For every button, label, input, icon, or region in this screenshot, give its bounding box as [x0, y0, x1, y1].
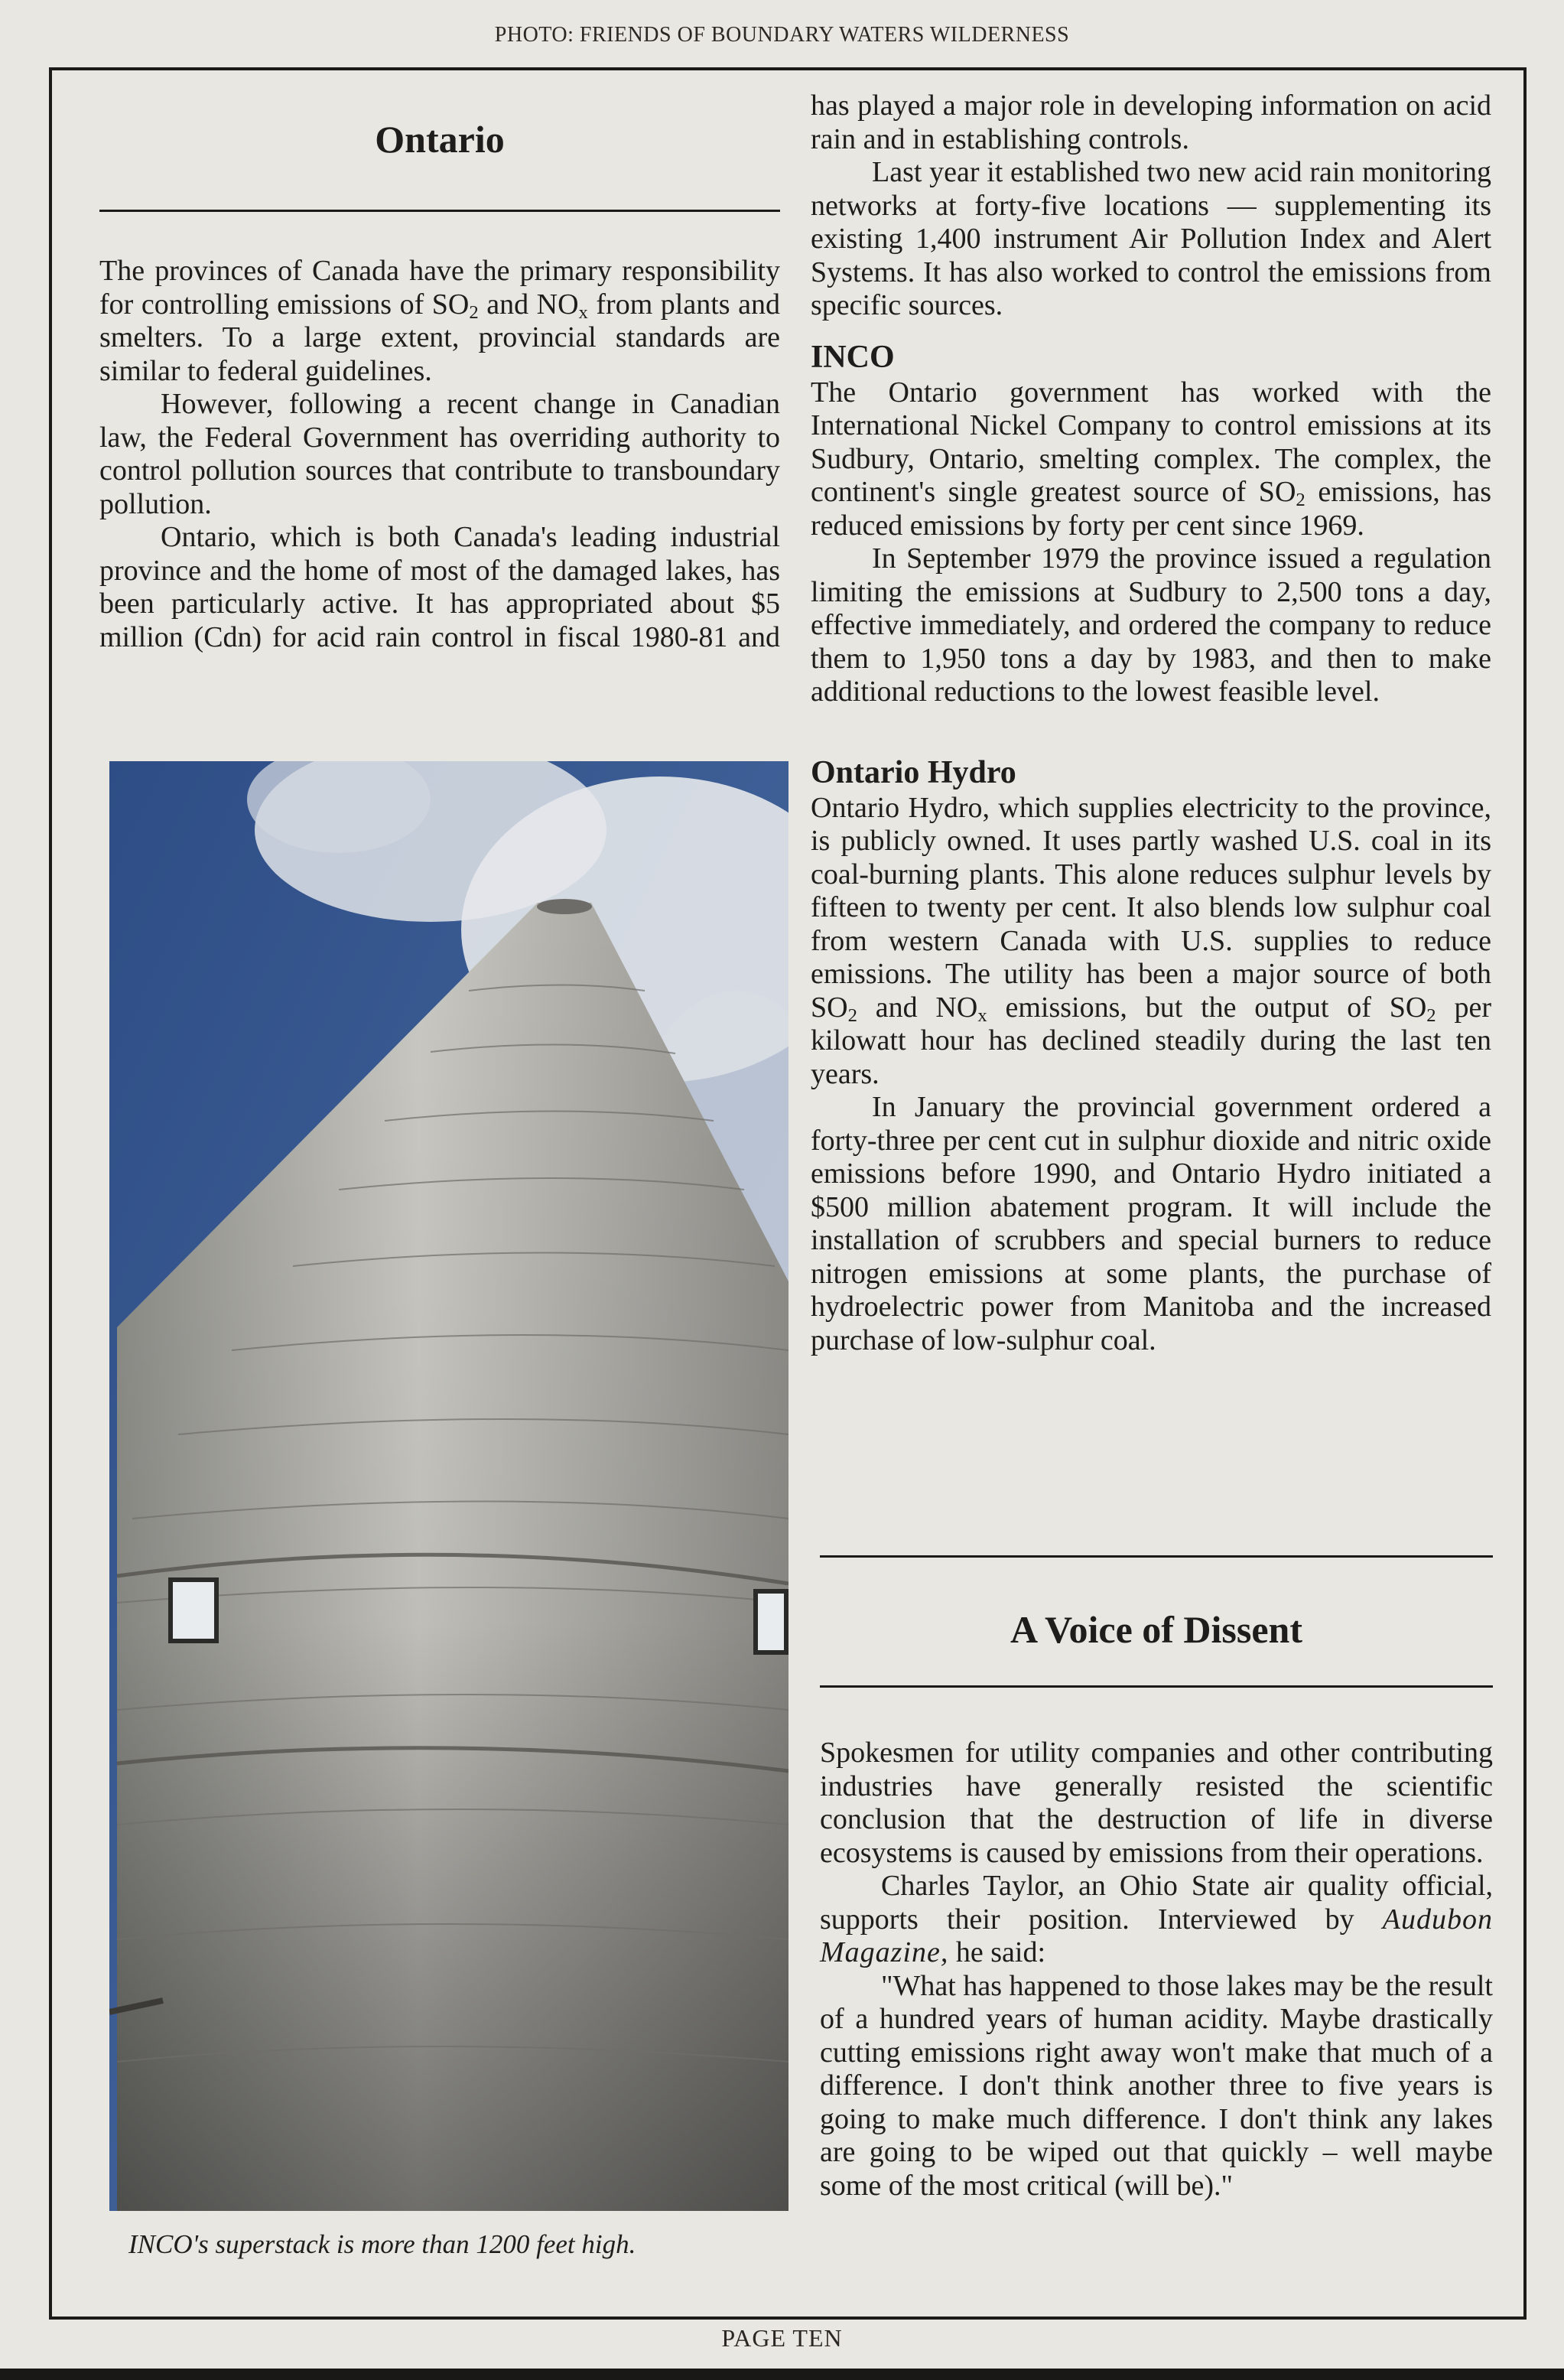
ontario-paragraph-1: The provinces of Canada have the primary responsibility for controlling emissions of $SO_2$ and $NO_x$ from plants and smelters. To a large extent, provincial standards are similar to federal guidelines.: [99, 255, 780, 387]
dissent-paragraph-1: Spokesmen for utility companies and other contributing industries have generally resisted the scientific conclusion that the destruction of life in diverse ecosystems is caused by emissions from their operations.: [820, 1737, 1493, 1869]
superstack-photo: [109, 761, 789, 2211]
ontario-title-rule: [99, 210, 780, 212]
ontario-paragraph-3: Ontario, which is both Canada's leading industrial province and the home of most of the damaged lakes, has been particularly active. It has appropriated about $5 million (Cdn) for acid rain control in fiscal 1980-81 and: [99, 521, 780, 653]
ontario-hydro-heading: Ontario Hydro: [811, 754, 1016, 790]
ontario-paragraph-3-continued: has played a major role in developing information on acid rain and in establishing controls.: [811, 90, 1491, 155]
magazine-name: Audubon Magazine,: [820, 1903, 1493, 1968]
inco-paragraph-2: In September 1979 the province issued a regulation limiting the emissions at Sudbury to 2,500 tons a day, effective immediately, and ordered the company to reduce them to 1,950 tons a day by 1983, and then to make additional reductions to the lowest feasible level.: [811, 542, 1491, 708]
ontario-section: [99, 107, 780, 655]
dissent-quote: "What has happened to those lakes may be the result of a hundred years of human acidity. Maybe drastically cutting emissions right away won't make that much of a difference. I don't think another three to five years is going to make much difference. I don't think any lakes are going to be wiped out that quickly – well maybe some of the most critical (will be).": [820, 1969, 1493, 2202]
ontario-paragraph-4: Last year it established two new acid rain monitoring networks at forty-five locations — supplementing its existing 1,400 instrument Air Pollution Index and Alert Systems. It has also worked to control the emissions from specific sources.: [811, 156, 1491, 321]
inco-paragraph-1: The Ontario government has worked with the International Nickel Company to control emissions at its Sudbury, Ontario, smelting complex. The complex, the continent's single greatest source of $SO_2$ emissions, has reduced emissions by forty per cent since 1969.: [811, 376, 1491, 542]
right-column: [811, 89, 1491, 1357]
ontario-title: Ontario: [375, 118, 505, 161]
smokestack-image: [109, 761, 789, 2211]
ontario-continuation: [811, 89, 1491, 156]
hydro-paragraph-2: In January the provincial government ordered a forty-three per cent cut in sulphur dioxide and nitric oxide emissions before 1990, and Ontario Hydro initiated a $500 million abatement program. It will include the installation of scrubbers and special burners to reduce nitrogen emissions at some plants, the purchase of hydroelectric power from Manitoba and the increased purchase of low-sulphur coal.: [811, 1091, 1491, 1356]
dissent-paragraph-2: Charles Taylor, an Ohio State air quality official, supports their position. Interviewed by Audubon Magazine, he said:: [820, 1870, 1493, 1968]
dissent-section: [820, 1737, 1493, 2203]
photo-credit: PHOTO: FRIENDS OF BOUNDARY WATERS WILDERNESS: [494, 23, 1070, 47]
hydro-paragraph-1: Ontario Hydro, which supplies electricity to the province, is publicly owned. It uses partly washed U.S. coal in its coal-burning plants. This alone reduces sulphur levels by fifteen to twenty per cent. It also blends low sulphur coal from western Canada with U.S. supplies to reduce emissions. The utility has been a major source of both $SO_2$ and $NO_x$ emissions, but the output of $SO_2$ per kilowatt hour has declined steadily during the last ten years.: [811, 791, 1491, 1090]
dissent-top-rule: [820, 1555, 1493, 1558]
bottom-edge: [0, 2369, 1564, 2380]
dissent-title: A Voice of Dissent: [1010, 1608, 1302, 1651]
page-number: PAGE TEN: [721, 2324, 843, 2352]
ontario-paragraph-2: However, following a recent change in Canadian law, the Federal Government has overriding authority to control pollution sources that contribute to transboundary pollution.: [99, 388, 780, 520]
photo-caption: INCO's superstack is more than 1200 feet high.: [128, 2229, 636, 2259]
inco-heading: INCO: [811, 339, 895, 375]
dissent-title-rule: [820, 1685, 1493, 1688]
